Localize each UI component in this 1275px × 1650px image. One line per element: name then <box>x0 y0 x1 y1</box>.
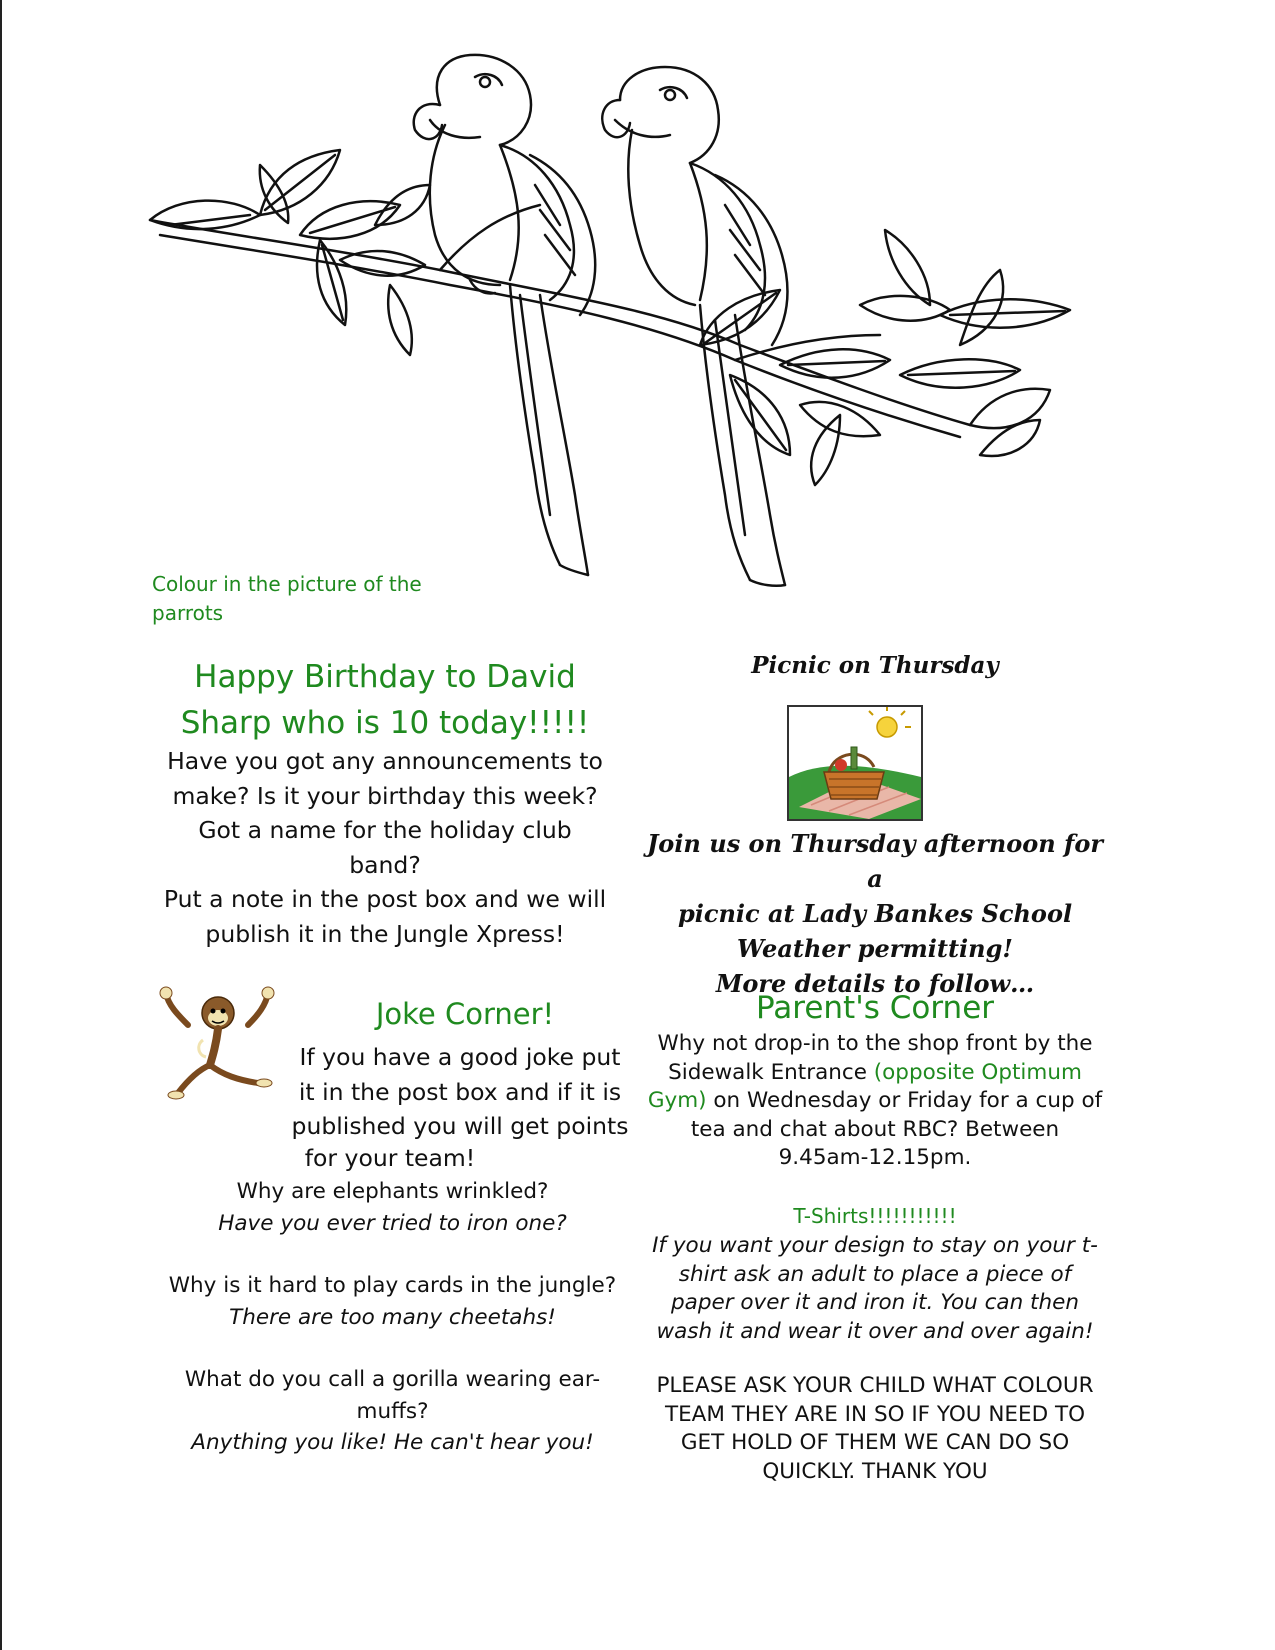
picnic-line: Join us on Thursday afternoon for a <box>646 829 1104 893</box>
picnic-title: Picnic on Thursday <box>751 652 999 679</box>
parents-line: 9.45am-12.15pm. <box>778 1145 972 1170</box>
announcement-line: Put a note in the post box and we will <box>163 885 607 913</box>
joke-question-cont: muffs? <box>356 1398 429 1424</box>
picnic-details <box>640 826 1110 1001</box>
birthday-announcement <box>160 744 610 951</box>
page-edge-line <box>0 0 2 1650</box>
tshirts-title: T-Shirts!!!!!!!!!!! <box>793 1204 957 1228</box>
parents-line: Why not drop-in to the shop front by the <box>657 1031 1093 1056</box>
picnic-line: Weather permitting! <box>737 934 1013 963</box>
joke-question: Why are elephants wrinkled? <box>236 1179 549 1204</box>
announcement-line: Got a name for the holiday club band? <box>198 816 572 879</box>
joke-intro-line: published you will get points <box>291 1112 629 1140</box>
picnic-basket-clipart <box>787 705 923 821</box>
notice-line: QUICKLY. THANK YOU <box>762 1458 988 1484</box>
tshirts-line: shirt ask an adult to place a piece of <box>678 1261 1072 1287</box>
parents-line <box>635 1059 1115 1088</box>
birthday-title-line: Happy Birthday to David <box>194 659 576 695</box>
tshirts-line: If you want your design to stay on your t- <box>652 1233 1098 1258</box>
notice-line: PLEASE ASK YOUR CHILD WHAT COLOUR <box>656 1373 1094 1398</box>
parents-line: tea and chat about RBC? Between <box>690 1116 1060 1142</box>
notice-line: GET HOLD OF THEM WE CAN DO SO <box>680 1430 1070 1455</box>
joke-answer: Anything you like! He can't hear you! <box>191 1430 594 1455</box>
joke-corner-title: Joke Corner! <box>375 997 555 1031</box>
joke-intro-line: If you have a good joke put <box>299 1043 621 1071</box>
joke-list <box>155 1176 630 1459</box>
joke-question: Why is it hard to play cards in the jungle? <box>168 1273 617 1298</box>
tshirts-line: wash it and wear it over and over again! <box>656 1318 1094 1344</box>
colour-caption: Colour in the picture of the parrots <box>152 572 422 625</box>
parents-location-highlight: (opposite Optimum <box>873 1059 1082 1085</box>
joke-intro <box>290 1040 630 1144</box>
joke-answer: Have you ever tried to iron one? <box>218 1210 567 1236</box>
parents-corner-text <box>635 1030 1115 1173</box>
announcement-line: publish it in the Jungle Xpress! <box>205 919 565 948</box>
picnic-line: More details to follow… <box>715 969 1035 998</box>
birthday-title <box>160 654 610 746</box>
announcement-line: Have you got any announcements to <box>167 747 603 775</box>
team-colour-notice <box>635 1372 1115 1486</box>
announcement-line: make? Is it your birthday this week? <box>172 781 598 810</box>
parents-line-part: on Wednesday or Friday for a cup of <box>706 1088 1103 1113</box>
parrots-coloring-illustration <box>140 45 1100 605</box>
joke-intro-line: for your team! <box>304 1144 476 1172</box>
parents-line-part: Sidewalk Entrance <box>668 1059 874 1085</box>
picnic-line: picnic at Lady Bankes School <box>677 899 1073 928</box>
parents-line <box>635 1087 1115 1116</box>
joke-question: What do you call a gorilla wearing ear- <box>184 1367 601 1392</box>
joke-intro-line: it in the post box and if it is <box>298 1077 622 1106</box>
notice-line: TEAM THEY ARE IN SO IF YOU NEED TO <box>664 1401 1086 1427</box>
parents-location-highlight: Gym) <box>647 1088 707 1113</box>
tshirts-text <box>635 1232 1115 1346</box>
monkey-clipart <box>158 985 286 1103</box>
joke-answer: There are too many cheetahs! <box>229 1304 556 1330</box>
parents-corner-title: Parent's Corner <box>755 990 995 1026</box>
tshirts-line: paper over it and iron it. You can then <box>671 1290 1079 1315</box>
birthday-title-line: Sharp who is 10 today!!!!! <box>180 705 590 741</box>
